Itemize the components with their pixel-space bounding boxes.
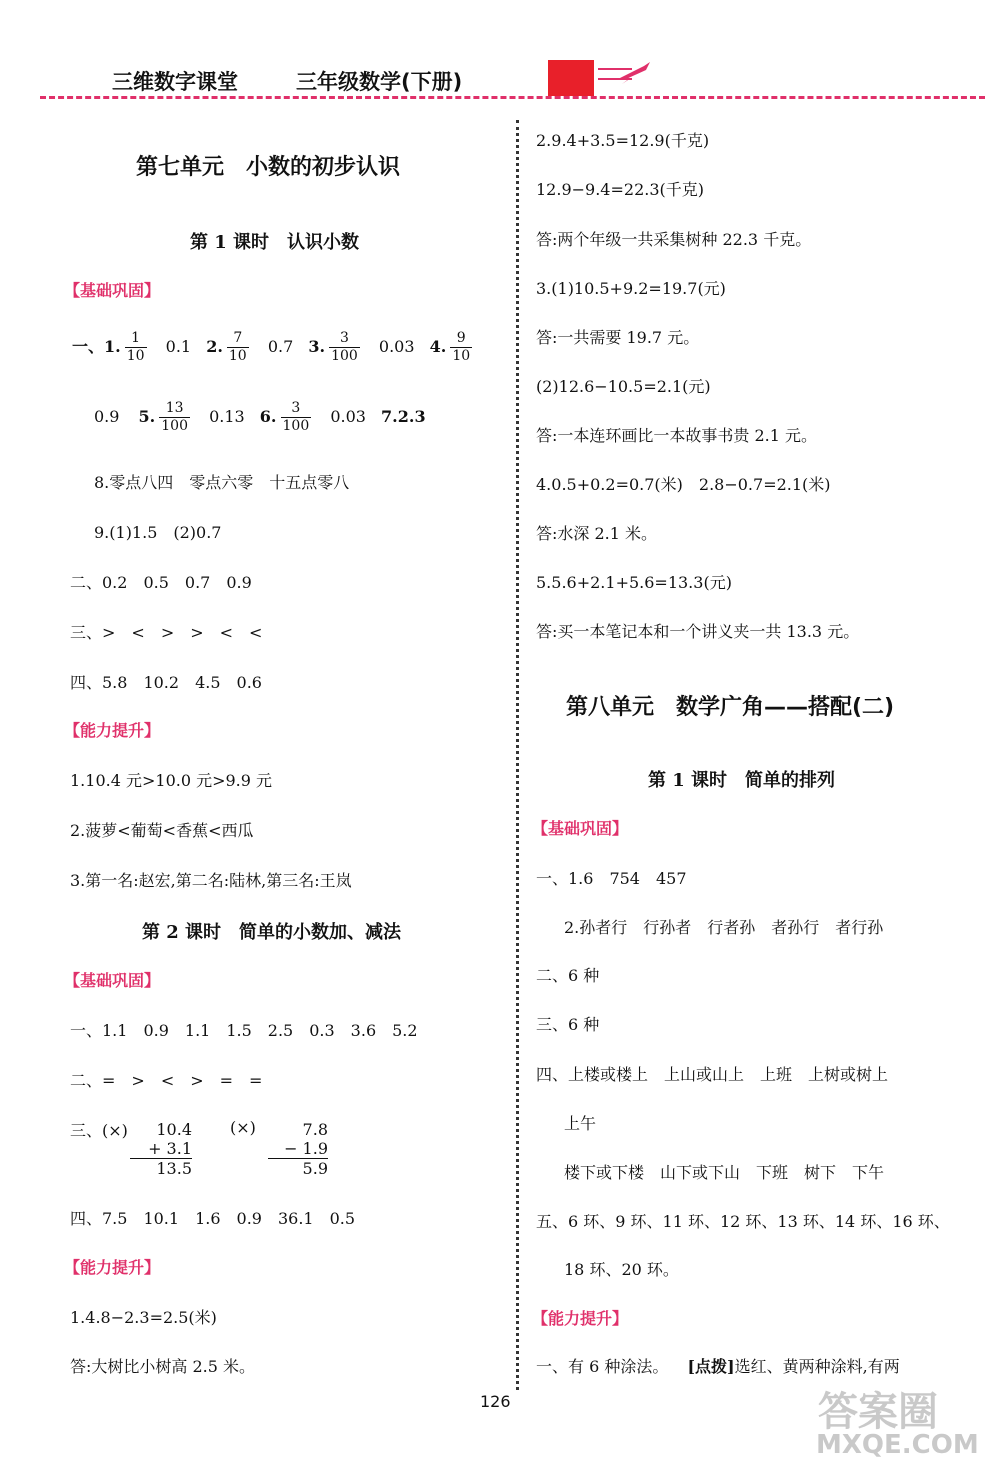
l2-q3-label: 三、(×) (70, 1121, 128, 1140)
a2-line: 2.菠萝<葡萄<香蕉<西瓜 (70, 821, 254, 840)
page-number: 126 (480, 1392, 511, 1411)
l2-q1-line: 一、1.1 0.9 1.1 1.5 2.5 0.3 3.6 5.2 (70, 1021, 418, 1040)
r2-line: 12.9−9.4=22.3(千克) (536, 180, 704, 199)
fraction: $\frac{3}{100}$ (331, 330, 358, 364)
calc-result: 5.9 (302, 1159, 328, 1178)
series-title: 三维数字课堂 (112, 70, 238, 94)
q9-line: 9.(1)1.5 (2)0.7 (94, 523, 222, 542)
q1b-row (94, 400, 426, 435)
r-lesson1-title: 第 1 课时 简单的排列 (648, 770, 836, 791)
c1-text: 一、有 6 种涂法。 (536, 1357, 669, 1376)
value: 7.2.3 (381, 407, 426, 426)
vertical-calc-2 (268, 1120, 328, 1178)
b5-line: 四、上楼或楼上 上山或山上 上班 上树或树上 (536, 1065, 889, 1084)
r7-line: 答:一本连环画比一本故事书贵 2.1 元。 (536, 426, 818, 445)
r10-line: 5.5.6+2.1+5.6=13.3(元) (536, 573, 732, 592)
l2-q3-mark2: (×) (230, 1118, 256, 1137)
a3-line: 3.第一名:赵宏,第二名:陆林,第三名:王岚 (70, 871, 352, 890)
l2-a1-line: 1.4.8−2.3=2.5(米) (70, 1308, 217, 1327)
q3-line: 三、> < > > < < (70, 623, 263, 642)
b8-line: 五、6 环、9 环、11 环、12 环、13 环、14 环、16 环、 (536, 1212, 950, 1231)
unit7-title: 第七单元 小数的初步认识 (136, 155, 401, 180)
unit8-title: 第八单元 数学广角——搭配(二) (566, 695, 895, 720)
value: 0.1 (165, 337, 192, 356)
r6-line: (2)12.6−10.5=2.1(元) (536, 377, 711, 396)
b3-line: 二、6 种 (536, 966, 600, 985)
q1-label: 一、1. (72, 337, 121, 356)
c1-rest: 选红、黄两种涂料,有两 (734, 1357, 900, 1376)
tag-basic: 【基础巩固】 (64, 281, 161, 300)
header-divider (40, 96, 985, 99)
c1-line (536, 1354, 900, 1377)
calc-mid: − 1.9 (268, 1139, 328, 1159)
header-red-block (548, 60, 594, 96)
b9-line: 18 环、20 环。 (564, 1260, 679, 1279)
value: 0.7 (267, 337, 294, 356)
fraction: $\frac{3}{100}$ (282, 400, 310, 434)
fraction: $\frac{13}{100}$ (161, 400, 188, 434)
r11-line: 答:买一本笔记本和一个讲义夹一共 13.3 元。 (536, 622, 860, 641)
item-number: 5. (138, 407, 156, 426)
column-divider (516, 120, 519, 1390)
lesson2-title: 第 2 课时 简单的小数加、减法 (142, 922, 402, 943)
tag-ability-2: 【能力提升】 (64, 1258, 161, 1277)
q1-row (72, 330, 476, 365)
l2-a1-answer: 答:大树比小树高 2.5 米。 (70, 1357, 256, 1376)
fraction: $\frac{1}{10}$ (126, 330, 145, 364)
tag-ability: 【能力提升】 (64, 721, 161, 740)
r9-line: 答:水深 2.1 米。 (536, 524, 658, 543)
r8-line: 4.0.5+0.2=0.7(米) 2.8−0.7=2.1(米) (536, 475, 831, 494)
q4-line: 四、5.8 10.2 4.5 0.6 (70, 673, 262, 692)
value: 0.03 (378, 337, 415, 356)
r1-line: 2.9.4+3.5=12.9(千克) (536, 131, 710, 150)
item-number: 4. (429, 337, 447, 356)
b4-line: 三、6 种 (536, 1015, 600, 1034)
l2-q2-line: 二、= > < > = = (70, 1071, 263, 1090)
value: 0.9 (94, 407, 120, 426)
r3-line: 答:两个年级一共采集树种 22.3 千克。 (536, 230, 812, 249)
r5-line: 答:一共需要 19.7 元。 (536, 328, 700, 347)
item-number: 2. (206, 337, 223, 356)
fraction: $\frac{9}{10}$ (452, 330, 471, 364)
fraction: $\frac{7}{10}$ (228, 330, 247, 364)
b1-line: 一、1.6 754 457 (536, 869, 687, 888)
l2-q4-line: 四、7.5 10.1 1.6 0.9 36.1 0.5 (70, 1209, 356, 1228)
lesson1-title: 第 1 课时 认识小数 (190, 232, 360, 253)
calc-mid: + 3.1 (130, 1139, 192, 1159)
calc-result: 13.5 (156, 1159, 192, 1178)
q8-line: 8.零点八四 零点六零 十五点零八 (94, 473, 350, 492)
vertical-calc-1 (130, 1120, 192, 1178)
b2-line: 2.孙者行 行孙者 行者孙 者孙行 者行孙 (564, 918, 884, 937)
c1-tip: [点拨] (687, 1357, 735, 1376)
a1-line: 1.10.4 元>10.0 元>9.9 元 (70, 771, 273, 790)
watermark-logo: 答案圈 (818, 1389, 938, 1435)
b6-line: 上午 (564, 1114, 597, 1133)
book-title: 三年级数学(下册) (296, 70, 463, 94)
value: 0.13 (209, 407, 245, 426)
value: 0.03 (330, 407, 366, 426)
r4-line: 3.(1)10.5+9.2=19.7(元) (536, 279, 726, 298)
calc-top: 7.8 (302, 1120, 328, 1139)
q2-line: 二、0.2 0.5 0.7 0.9 (70, 573, 252, 592)
item-number: 6. (259, 407, 277, 426)
watermark-url: MXQE.COM (816, 1430, 979, 1460)
tag-basic-2: 【基础巩固】 (64, 971, 161, 990)
rocket-icon (618, 60, 652, 84)
b7-line: 楼下或下楼 山下或下山 下班 树下 下午 (564, 1163, 885, 1182)
item-number: 3. (308, 337, 326, 356)
r-tag-basic: 【基础巩固】 (532, 819, 629, 838)
calc-top: 10.4 (156, 1120, 192, 1139)
r-tag-ability: 【能力提升】 (532, 1309, 629, 1328)
